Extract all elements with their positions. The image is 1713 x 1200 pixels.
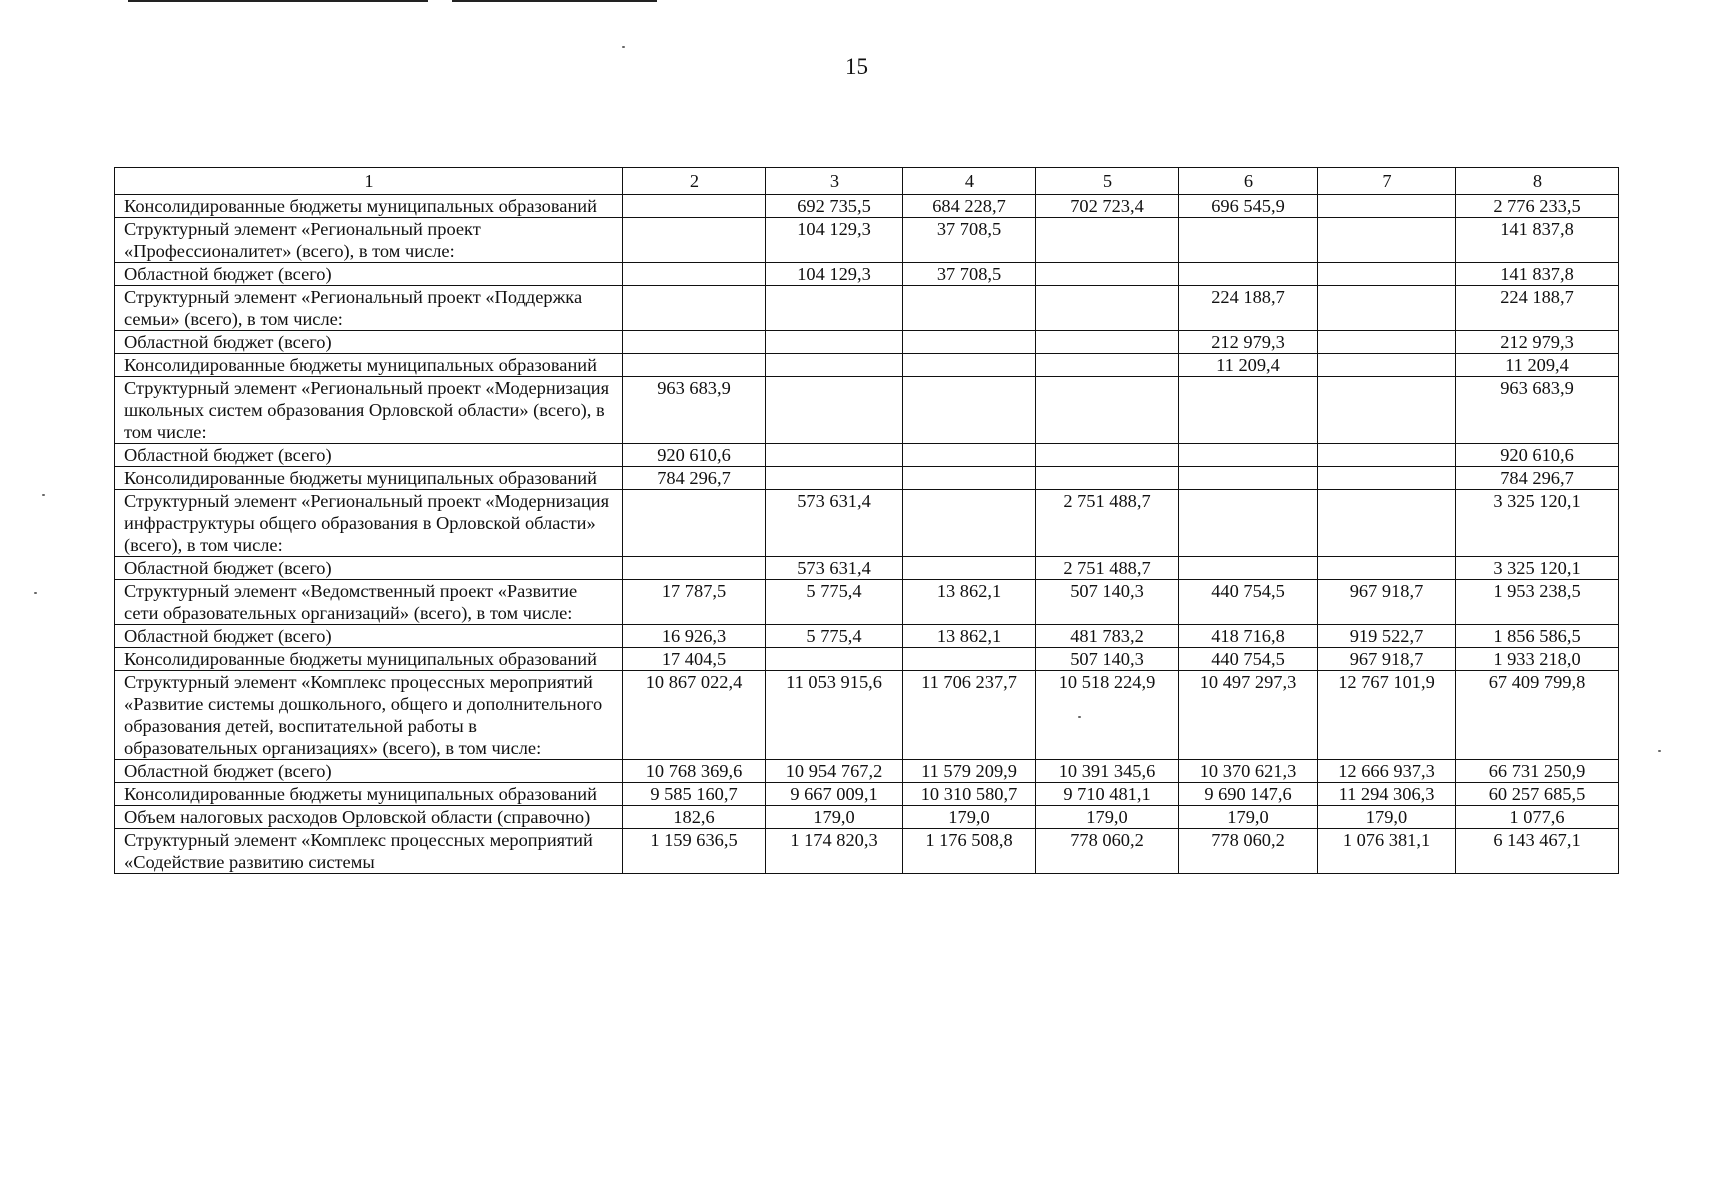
- value-cell-col-4: [903, 467, 1036, 490]
- column-header-3: 3: [766, 168, 903, 195]
- value-cell-col-8: 141 837,8: [1456, 218, 1619, 263]
- value-cell-col-3: 179,0: [766, 806, 903, 829]
- table-row: [115, 286, 1619, 331]
- row-label: Структурный элемент «Региональный проект «Модернизация школьных систем образования Орловской области» (всего), в том числе:: [115, 377, 623, 444]
- value-cell-col-5: 10 391 345,6: [1036, 760, 1179, 783]
- value-cell-col-4: [903, 648, 1036, 671]
- value-cell-col-8: 224 188,7: [1456, 286, 1619, 331]
- value-cell-col-6: 418 716,8: [1179, 625, 1318, 648]
- value-cell-col-3: [766, 354, 903, 377]
- table-row: [115, 648, 1619, 671]
- scan-speck: [42, 494, 45, 496]
- column-header-6: 6: [1179, 168, 1318, 195]
- value-cell-col-2: 182,6: [623, 806, 766, 829]
- value-cell-col-5: 507 140,3: [1036, 580, 1179, 625]
- value-cell-col-3: [766, 331, 903, 354]
- value-cell-col-6: [1179, 263, 1318, 286]
- column-header-4: 4: [903, 168, 1036, 195]
- value-cell-col-7: [1318, 263, 1456, 286]
- value-cell-col-2: [623, 490, 766, 557]
- row-label: Структурный элемент «Комплекс процессных мероприятий «Развитие системы дошкольного, общего и дополнительного образования детей, воспитательной работы в образовательных организациях» (всего), в том числе:: [115, 671, 623, 760]
- value-cell-col-5: 778 060,2: [1036, 829, 1179, 874]
- value-cell-col-7: [1318, 331, 1456, 354]
- value-cell-col-7: [1318, 195, 1456, 218]
- value-cell-col-5: [1036, 354, 1179, 377]
- value-cell-col-6: [1179, 444, 1318, 467]
- value-cell-col-6: 440 754,5: [1179, 580, 1318, 625]
- value-cell-col-3: [766, 444, 903, 467]
- value-cell-col-8: 920 610,6: [1456, 444, 1619, 467]
- table-row: [115, 354, 1619, 377]
- table-row: [115, 195, 1619, 218]
- value-cell-col-7: [1318, 467, 1456, 490]
- value-cell-col-4: [903, 557, 1036, 580]
- value-cell-col-7: [1318, 444, 1456, 467]
- value-cell-col-6: [1179, 377, 1318, 444]
- value-cell-col-3: 5 775,4: [766, 625, 903, 648]
- value-cell-col-4: [903, 286, 1036, 331]
- page-number: 15: [845, 54, 868, 79]
- column-header-1: 1: [115, 168, 623, 195]
- top-rule: [452, 0, 657, 2]
- value-cell-col-8: 60 257 685,5: [1456, 783, 1619, 806]
- value-cell-col-6: 212 979,3: [1179, 331, 1318, 354]
- column-number-row: [115, 168, 1619, 195]
- value-cell-col-7: [1318, 354, 1456, 377]
- value-cell-col-5: 10 518 224,9: [1036, 671, 1179, 760]
- row-label: Структурный элемент «Региональный проект «Поддержка семьи» (всего), в том числе:: [115, 286, 623, 331]
- value-cell-col-5: [1036, 218, 1179, 263]
- value-cell-col-5: [1036, 377, 1179, 444]
- top-rule: [128, 0, 428, 2]
- value-cell-col-2: [623, 331, 766, 354]
- value-cell-col-4: [903, 490, 1036, 557]
- scan-speck: [1658, 750, 1661, 752]
- value-cell-col-5: 179,0: [1036, 806, 1179, 829]
- value-cell-col-2: [623, 263, 766, 286]
- value-cell-col-8: 1 953 238,5: [1456, 580, 1619, 625]
- value-cell-col-3: [766, 467, 903, 490]
- value-cell-col-6: 778 060,2: [1179, 829, 1318, 874]
- value-cell-col-2: [623, 286, 766, 331]
- value-cell-col-8: 141 837,8: [1456, 263, 1619, 286]
- value-cell-col-2: 9 585 160,7: [623, 783, 766, 806]
- value-cell-col-2: 17 787,5: [623, 580, 766, 625]
- value-cell-col-8: 6 143 467,1: [1456, 829, 1619, 874]
- value-cell-col-3: 11 053 915,6: [766, 671, 903, 760]
- value-cell-col-6: 11 209,4: [1179, 354, 1318, 377]
- column-header-5: 5: [1036, 168, 1179, 195]
- value-cell-col-7: [1318, 286, 1456, 331]
- value-cell-col-7: 967 918,7: [1318, 580, 1456, 625]
- value-cell-col-6: 9 690 147,6: [1179, 783, 1318, 806]
- value-cell-col-7: 11 294 306,3: [1318, 783, 1456, 806]
- row-label: Объем налоговых расходов Орловской области (справочно): [115, 806, 623, 829]
- value-cell-col-4: [903, 331, 1036, 354]
- value-cell-col-3: 573 631,4: [766, 490, 903, 557]
- value-cell-col-5: [1036, 263, 1179, 286]
- value-cell-col-4: 37 708,5: [903, 218, 1036, 263]
- value-cell-col-2: 10 768 369,6: [623, 760, 766, 783]
- value-cell-col-7: [1318, 490, 1456, 557]
- table-row: [115, 263, 1619, 286]
- value-cell-col-8: 2 776 233,5: [1456, 195, 1619, 218]
- value-cell-col-3: [766, 648, 903, 671]
- row-label: Структурный элемент «Региональный проект «Профессионалитет» (всего), в том числе:: [115, 218, 623, 263]
- table-row: [115, 625, 1619, 648]
- value-cell-col-7: [1318, 377, 1456, 444]
- table-row: [115, 490, 1619, 557]
- row-label: Структурный элемент «Ведомственный проект «Развитие сети образовательных организаций» (всего), в том числе:: [115, 580, 623, 625]
- value-cell-col-2: 17 404,5: [623, 648, 766, 671]
- value-cell-col-8: 1 856 586,5: [1456, 625, 1619, 648]
- value-cell-col-2: [623, 557, 766, 580]
- value-cell-col-2: 10 867 022,4: [623, 671, 766, 760]
- value-cell-col-8: 66 731 250,9: [1456, 760, 1619, 783]
- table-row: [115, 783, 1619, 806]
- value-cell-col-6: [1179, 467, 1318, 490]
- value-cell-col-5: [1036, 286, 1179, 331]
- value-cell-col-3: 9 667 009,1: [766, 783, 903, 806]
- table-row: [115, 444, 1619, 467]
- value-cell-col-2: [623, 195, 766, 218]
- value-cell-col-2: 16 926,3: [623, 625, 766, 648]
- column-header-8: 8: [1456, 168, 1619, 195]
- table-row: [115, 377, 1619, 444]
- value-cell-col-8: 11 209,4: [1456, 354, 1619, 377]
- value-cell-col-3: 104 129,3: [766, 218, 903, 263]
- value-cell-col-7: 967 918,7: [1318, 648, 1456, 671]
- row-label: Областной бюджет (всего): [115, 557, 623, 580]
- row-label: Областной бюджет (всего): [115, 331, 623, 354]
- value-cell-col-2: 1 159 636,5: [623, 829, 766, 874]
- value-cell-col-4: 13 862,1: [903, 580, 1036, 625]
- value-cell-col-4: 11 579 209,9: [903, 760, 1036, 783]
- row-label: Областной бюджет (всего): [115, 625, 623, 648]
- value-cell-col-8: 212 979,3: [1456, 331, 1619, 354]
- value-cell-col-3: 104 129,3: [766, 263, 903, 286]
- table-row: [115, 671, 1619, 760]
- value-cell-col-8: 784 296,7: [1456, 467, 1619, 490]
- row-label: Консолидированные бюджеты муниципальных образований: [115, 354, 623, 377]
- value-cell-col-2: [623, 218, 766, 263]
- table-row: [115, 218, 1619, 263]
- value-cell-col-3: 10 954 767,2: [766, 760, 903, 783]
- row-label: Структурный элемент «Региональный проект «Модернизация инфраструктуры общего образования в Орловской области» (всего), в том числе:: [115, 490, 623, 557]
- value-cell-col-6: [1179, 557, 1318, 580]
- value-cell-col-5: [1036, 467, 1179, 490]
- table-body: [115, 195, 1619, 874]
- value-cell-col-3: 573 631,4: [766, 557, 903, 580]
- value-cell-col-7: 1 076 381,1: [1318, 829, 1456, 874]
- value-cell-col-7: 12 767 101,9: [1318, 671, 1456, 760]
- scan-speck: [622, 46, 625, 48]
- row-label: Консолидированные бюджеты муниципальных образований: [115, 195, 623, 218]
- value-cell-col-4: 179,0: [903, 806, 1036, 829]
- value-cell-col-4: 37 708,5: [903, 263, 1036, 286]
- value-cell-col-7: 12 666 937,3: [1318, 760, 1456, 783]
- value-cell-col-7: [1318, 557, 1456, 580]
- value-cell-col-4: 1 176 508,8: [903, 829, 1036, 874]
- value-cell-col-6: 179,0: [1179, 806, 1318, 829]
- value-cell-col-4: 10 310 580,7: [903, 783, 1036, 806]
- value-cell-col-4: 13 862,1: [903, 625, 1036, 648]
- value-cell-col-8: 963 683,9: [1456, 377, 1619, 444]
- table-row: [115, 829, 1619, 874]
- value-cell-col-6: 10 497 297,3: [1179, 671, 1318, 760]
- value-cell-col-6: 224 188,7: [1179, 286, 1318, 331]
- row-label: Консолидированные бюджеты муниципальных образований: [115, 783, 623, 806]
- table-row: [115, 580, 1619, 625]
- value-cell-col-7: 179,0: [1318, 806, 1456, 829]
- table-row: [115, 806, 1619, 829]
- table-row: [115, 760, 1619, 783]
- value-cell-col-2: 784 296,7: [623, 467, 766, 490]
- column-header-2: 2: [623, 168, 766, 195]
- value-cell-col-6: [1179, 218, 1318, 263]
- value-cell-col-4: [903, 354, 1036, 377]
- value-cell-col-5: 702 723,4: [1036, 195, 1179, 218]
- row-label: Структурный элемент «Комплекс процессных мероприятий «Содействие развитию системы: [115, 829, 623, 874]
- value-cell-col-5: 507 140,3: [1036, 648, 1179, 671]
- value-cell-col-3: [766, 286, 903, 331]
- column-header-7: 7: [1318, 168, 1456, 195]
- value-cell-col-4: 11 706 237,7: [903, 671, 1036, 760]
- value-cell-col-8: 1 933 218,0: [1456, 648, 1619, 671]
- value-cell-col-8: 1 077,6: [1456, 806, 1619, 829]
- value-cell-col-5: 481 783,2: [1036, 625, 1179, 648]
- row-label: Областной бюджет (всего): [115, 263, 623, 286]
- value-cell-col-8: 3 325 120,1: [1456, 490, 1619, 557]
- value-cell-col-5: [1036, 331, 1179, 354]
- value-cell-col-3: [766, 377, 903, 444]
- value-cell-col-5: 2 751 488,7: [1036, 490, 1179, 557]
- row-label: Консолидированные бюджеты муниципальных образований: [115, 467, 623, 490]
- value-cell-col-5: 2 751 488,7: [1036, 557, 1179, 580]
- value-cell-col-8: 3 325 120,1: [1456, 557, 1619, 580]
- value-cell-col-4: [903, 444, 1036, 467]
- table-row: [115, 557, 1619, 580]
- value-cell-col-3: 1 174 820,3: [766, 829, 903, 874]
- value-cell-col-5: 9 710 481,1: [1036, 783, 1179, 806]
- value-cell-col-2: 963 683,9: [623, 377, 766, 444]
- row-label: Консолидированные бюджеты муниципальных образований: [115, 648, 623, 671]
- budget-table: [114, 167, 1619, 874]
- value-cell-col-8: 67 409 799,8: [1456, 671, 1619, 760]
- value-cell-col-4: [903, 377, 1036, 444]
- value-cell-col-6: [1179, 490, 1318, 557]
- table-row: [115, 467, 1619, 490]
- table-row: [115, 331, 1619, 354]
- row-label: Областной бюджет (всего): [115, 444, 623, 467]
- value-cell-col-6: 10 370 621,3: [1179, 760, 1318, 783]
- row-label: Областной бюджет (всего): [115, 760, 623, 783]
- value-cell-col-3: 5 775,4: [766, 580, 903, 625]
- value-cell-col-4: 684 228,7: [903, 195, 1036, 218]
- value-cell-col-7: 919 522,7: [1318, 625, 1456, 648]
- value-cell-col-2: [623, 354, 766, 377]
- value-cell-col-7: [1318, 218, 1456, 263]
- value-cell-col-2: 920 610,6: [623, 444, 766, 467]
- value-cell-col-6: 696 545,9: [1179, 195, 1318, 218]
- value-cell-col-5: [1036, 444, 1179, 467]
- value-cell-col-6: 440 754,5: [1179, 648, 1318, 671]
- value-cell-col-3: 692 735,5: [766, 195, 903, 218]
- scan-speck: [34, 592, 37, 594]
